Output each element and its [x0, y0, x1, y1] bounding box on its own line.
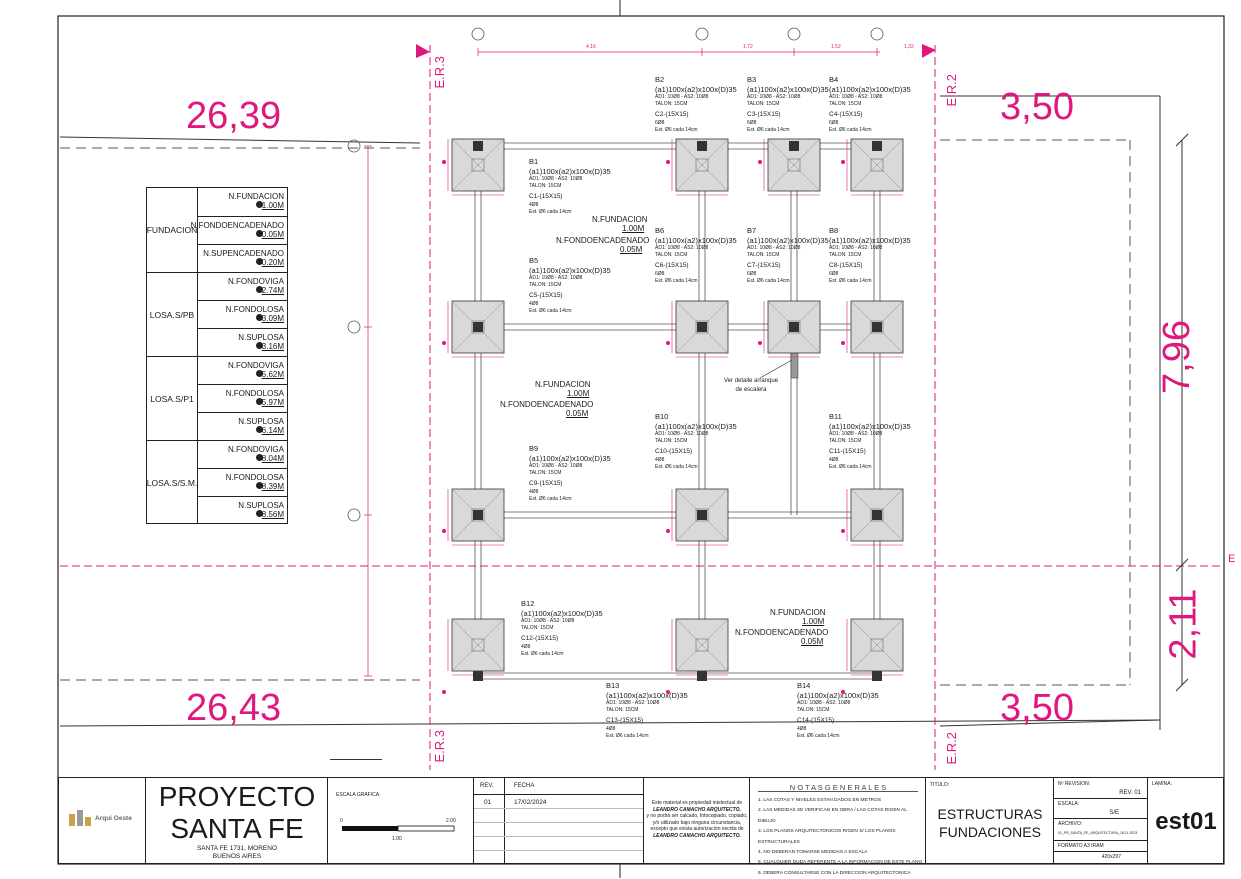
callout-value: 0.05M: [566, 409, 589, 418]
base-id: B12: [521, 599, 535, 608]
base-id: B9: [529, 444, 539, 453]
column-stirrups: Est. Ø6 cada 14cm: [829, 126, 872, 133]
base-id: B14: [797, 681, 811, 690]
info-divider: [1054, 798, 1148, 799]
base-annotation-b10: [655, 412, 737, 471]
axis-label-er3-top: E.R.3: [432, 56, 447, 89]
base-talon: TALON: 15CM: [797, 707, 830, 713]
column-bars: 4Ø8: [606, 725, 616, 732]
base-spec: (a1)100x(a2)x100x(D)35: [747, 84, 829, 94]
level-name: N.FUNDACION: [228, 192, 284, 201]
base-spec: (a1)100x(a2)x100x(D)35: [655, 235, 737, 245]
scale-label-2: 2.00: [446, 818, 456, 824]
base-annotation-b7: [747, 226, 829, 285]
rev-row-divider: [474, 822, 644, 823]
axis-label-er3-bottom: E.R.3: [432, 730, 447, 763]
levels-row: [197, 468, 288, 496]
anchor-marker: [666, 160, 670, 164]
dim-right-lower: 2,11: [1162, 588, 1205, 660]
column-label: C11-(15X15): [829, 448, 866, 455]
note-line: 1. LAS COTAS Y NIVELES ESTAN DADOS EN METROS: [758, 798, 882, 803]
levels-group-label: FUNDACION: [146, 225, 198, 235]
column-label: C13-(15X15): [606, 717, 644, 724]
levels-row: [190, 216, 288, 244]
anchor-marker: [758, 341, 762, 345]
base-armadura: AD1: 10Ø8 - AS2: 10Ø8: [829, 245, 883, 251]
base-id: B2: [655, 75, 665, 84]
column-stirrups: Est. Ø6 cada 14cm: [655, 277, 698, 284]
notes-title-underline: [758, 791, 918, 792]
callout-value: 0.05M: [801, 637, 824, 646]
base-annotation-b14: [797, 681, 879, 740]
base-armadura: AD1: 10Ø8 - AS2: 10Ø8: [797, 700, 851, 706]
level-value: 8.39M: [261, 482, 284, 491]
base-annotation-b11: [829, 412, 911, 471]
level-name: N.FONDOLOSA: [225, 305, 284, 314]
base-spec: (a1)100x(a2)x100x(D)35: [655, 84, 737, 94]
archivo-value: 01_PR_SANTA_FE_ARQUITECTURA_18.11.2023: [1058, 831, 1138, 835]
level-name: N.SUPLOSA: [238, 417, 284, 426]
rev-no-value: REV. 01: [1119, 790, 1141, 796]
column-label: C12-(15X15): [521, 635, 559, 642]
dim-bottom-right: 3,50: [1000, 687, 1074, 729]
level-value: 0.05M: [261, 230, 284, 239]
project-address-line2: BUENOS AIRES: [212, 853, 262, 860]
level-name: N.SUPENCADENADO: [203, 249, 284, 258]
logo-text: Arqui Oeste: [95, 815, 132, 822]
scale-label-1: 1.00: [392, 836, 402, 842]
rev-no-label: Nº REVISION:: [1058, 781, 1091, 787]
disclaimer-line: LEANDRO CAMACHO ARQUITECTO.: [653, 832, 741, 839]
anchor-marker: [841, 341, 845, 345]
notes-cell: [749, 778, 925, 876]
top-spacing-2: 1,72: [743, 44, 753, 50]
base-talon: TALON: 15CM: [829, 438, 862, 444]
levels-group-fundacion: [147, 188, 197, 272]
base-id: B13: [606, 681, 620, 690]
top-spacing-4: 1,32: [904, 44, 914, 50]
levels-row: [197, 384, 288, 412]
base-spec: (a1)100x(a2)x100x(D)35: [529, 265, 611, 275]
callout-name: N.FONDOENCADENADO: [735, 628, 829, 637]
base-annotation-b5: [529, 256, 611, 315]
base-armadura: AD1: 10Ø8 - AS2: 10Ø8: [606, 700, 660, 706]
column-stirrups: Est. Ø6 cada 14cm: [797, 732, 840, 739]
column-c14: [872, 671, 882, 681]
title-label: TITULO:: [930, 782, 950, 788]
base-id: B5: [529, 256, 539, 265]
base-annotation-b6: [655, 226, 737, 285]
top-spacing-3: 1,52: [831, 44, 841, 50]
callout-fondoencadenado-1: [556, 236, 649, 254]
level-value: 3.09M: [261, 314, 284, 323]
column-bars: 6Ø8: [655, 270, 665, 277]
note-line: 3. LOS PLANOS ARQUITECTONICOS RIGEN S/ LOS PLANOS ESTRUCTURALES: [758, 829, 896, 845]
level-name: N.SUPLOSA: [238, 333, 284, 342]
rev-header: REV.: [480, 783, 494, 789]
column-c1: [473, 141, 483, 151]
column-c12: [473, 671, 483, 681]
notes-title: N O T A S G E N E R A L E S: [789, 783, 887, 792]
column-bars: 6Ø8: [655, 119, 665, 126]
column-label: C9-(15X15): [529, 480, 563, 487]
base-spec: (a1)100x(a2)x100x(D)35: [529, 166, 611, 176]
disclaimer-line: y no podrá ser calcado, fotocopiado, copiado,: [646, 813, 748, 819]
anchor-marker: [666, 341, 670, 345]
grid-bubble-icon: [348, 321, 360, 333]
callout-fondoencadenado-3: [735, 628, 828, 646]
levels-row: [197, 356, 288, 384]
anchor-marker: [841, 160, 845, 164]
callout-value: 1.00M: [802, 617, 825, 626]
base-id: B7: [747, 226, 757, 235]
column-label: C1-(15X15): [529, 193, 563, 200]
base-armadura: AD1: 10Ø8 - AS2: 10Ø8: [829, 431, 883, 437]
notes-list: [758, 796, 924, 879]
column-stirrups: Est. Ø6 cada 14cm: [655, 126, 698, 133]
column-bars: 6Ø8: [747, 270, 757, 277]
project-cell: [145, 778, 327, 863]
info-cell: [1053, 778, 1147, 863]
base-armadura: AD1: 10Ø8 - AS2: 10Ø8: [521, 618, 575, 624]
levels-row: [197, 244, 288, 272]
stair-note: [724, 377, 778, 395]
level-name: N.FONDOLOSA: [225, 473, 284, 482]
levels-row: [197, 188, 288, 216]
column-label: C7-(15X15): [747, 262, 781, 269]
base-id: B11: [829, 412, 842, 421]
disclaimer-line: y/o utilizado bajo ninguna circunstancia,: [652, 819, 742, 826]
base-spec: (a1)100x(a2)x100x(D)35: [529, 453, 611, 463]
lamina-label: LAMINA:: [1152, 781, 1173, 787]
column-bars: 4Ø8: [529, 488, 539, 495]
callout-value: 0.05M: [620, 245, 643, 254]
column-stirrups: Est. Ø6 cada 14cm: [655, 463, 698, 470]
column-stirrups: Est. Ø6 cada 14cm: [606, 732, 649, 739]
column-bars: 4Ø8: [829, 456, 839, 463]
base-talon: TALON: 15CM: [747, 252, 780, 258]
dim-top-left: 26,39: [186, 95, 282, 137]
info-divider: [1054, 840, 1148, 841]
callout-name: N.FONDOENCADENADO: [500, 400, 594, 409]
grid-bubble-icon: [871, 28, 883, 40]
project-title-line2: SANTA FE: [170, 813, 304, 844]
base-spec: (a1)100x(a2)x100x(D)35: [829, 421, 911, 431]
footing-b12: [448, 619, 504, 675]
column-stirrups: Est. Ø6 cada 14cm: [529, 307, 572, 314]
base-talon: TALON: 15CM: [829, 252, 862, 258]
date-header: FECHA: [514, 783, 535, 789]
anchor-marker: [442, 341, 446, 345]
logo-cell: [59, 778, 145, 863]
note-line: 5. CUALQUIER DUDA REFERENTE A LA INFORMACION DE ESTE PLANO: [758, 860, 923, 866]
base-annotation-b12: [521, 599, 603, 658]
base-talon: TALON: 15CM: [655, 252, 688, 258]
base-armadura: AD1: 10Ø8 - AS2: 10Ø8: [529, 176, 583, 182]
base-talon: TALON: 15CM: [747, 101, 780, 107]
archivo-label: ARCHIVO:: [1058, 821, 1083, 827]
base-id: B8: [829, 226, 839, 235]
project-title-line1: PROYECTO: [158, 781, 316, 812]
column-stirrups: Est. Ø6 cada 14cm: [529, 495, 572, 502]
base-annotation-b1: [529, 157, 611, 216]
disclaimer-line: excepto que exista autorización escrita de: [650, 826, 744, 832]
disclaimer-line: LEANDRO CAMACHO ARQUITECTO,: [653, 806, 741, 813]
column-c9: [473, 510, 483, 520]
base-id: B6: [655, 226, 665, 235]
levels-row: [197, 496, 288, 524]
base-annotation-b8: [829, 226, 911, 285]
base-annotation-b9: [529, 444, 611, 503]
levels-group-label: LOSA.S/PB: [149, 309, 195, 320]
column-c13: [697, 671, 707, 681]
rev-row-divider: [474, 850, 644, 851]
footing-b14: [847, 619, 903, 675]
base-talon: TALON: 15CM: [529, 282, 562, 288]
levels-row: [197, 412, 288, 440]
info-divider: [1054, 851, 1148, 852]
base-spec: (a1)100x(a2)x100x(D)35: [606, 690, 688, 700]
base-spec: (a1)100x(a2)x100x(D)35: [829, 84, 911, 94]
base-id: B4: [829, 75, 839, 84]
title-line2: FUNDACIONES: [939, 824, 1041, 840]
level-value: 1.00M: [261, 201, 284, 210]
axis-label-er2-bottom: E.R.2: [944, 732, 959, 765]
base-talon: TALON: 15CM: [606, 707, 639, 713]
base-armadura: AD1: 10Ø8 - AS2: 10Ø8: [529, 463, 583, 469]
callout-name: N.FONDOENCADENADO: [556, 236, 650, 245]
formato-value: FORMATO A3 IRAM: [1058, 843, 1104, 849]
level-value: 0.20M: [261, 258, 284, 267]
base-annotation-b4: [829, 75, 911, 134]
column-c6: [697, 322, 707, 332]
level-value: 5.62M: [261, 370, 284, 379]
column-bars: 6Ø8: [829, 119, 839, 126]
project-address-line1: SANTA FE 1731, MORENO: [196, 845, 278, 852]
level-value: 2.74M: [261, 286, 284, 295]
base-talon: TALON: 15CM: [829, 101, 862, 107]
level-value: 6.14M: [261, 426, 284, 435]
rev-row-divider: [474, 836, 644, 837]
column-stirrups: Est. Ø6 cada 14cm: [521, 650, 564, 657]
column-label: C4-(15X15): [829, 111, 863, 118]
column-stirrups: Est. Ø6 cada 14cm: [529, 208, 572, 215]
escala-value: S/E: [1109, 810, 1119, 816]
column-c2: [697, 141, 707, 151]
logo-icon: [67, 808, 97, 828]
level-name: N.FONDOVIGA: [227, 361, 284, 370]
disclaimer-line: Este material es propiedad intelectual de: [651, 800, 743, 806]
column-bars: 4Ø8: [529, 201, 539, 208]
size-value: 420x297: [1101, 854, 1121, 860]
note-line: 6. DEBERA CONSULTARSE CON LA DIRECCION ARQUITECTONICA: [758, 870, 911, 876]
column-bars: 6Ø8: [829, 270, 839, 277]
levels-row: [197, 440, 288, 468]
level-name: N.FONDOENCADENADO: [190, 221, 284, 230]
stair-leader: [760, 360, 792, 378]
base-talon: TALON: 15CM: [655, 438, 688, 444]
level-name: N.FONDOLOSA: [225, 389, 284, 398]
levels-group-label: LOSA.S/P1: [150, 393, 194, 404]
rev-value: 01: [484, 799, 492, 806]
anchor-marker: [666, 529, 670, 533]
levels-table: [146, 187, 288, 524]
column-label: C6-(15X15): [655, 262, 689, 269]
base-annotation-b13: [606, 681, 688, 740]
base-armadura: AD1: 10Ø8 - AS2: 10Ø8: [655, 245, 709, 251]
levels-row: [197, 328, 288, 356]
callout-value: 1.00M: [567, 389, 590, 398]
base-armadura: AD1: 10Ø8 - AS2: 10Ø8: [655, 94, 709, 100]
info-divider: [1054, 818, 1148, 819]
callout-name: N.FUNDACION: [592, 215, 648, 224]
scale-underline: [330, 759, 382, 760]
levels-group-losa-pb: [147, 272, 197, 356]
anchor-marker: [442, 529, 446, 533]
revision-cell: [473, 778, 643, 863]
column-stirrups: Est. Ø6 cada 14cm: [747, 126, 790, 133]
dim-top-right: 3,50: [1000, 86, 1074, 128]
callout-fundacion-1: [592, 215, 648, 233]
date-value: 17/02/2024: [514, 799, 547, 806]
level-name: N.FONDOVIGA: [227, 445, 284, 454]
column-label: C8-(15X15): [829, 262, 863, 269]
base-id: B1: [529, 157, 539, 166]
note-line: 4. NO DEBERAN TOMARSE MEDIDAS A ESCALA: [758, 850, 868, 856]
scale-cell: [327, 778, 473, 863]
level-value: 3.16M: [261, 342, 284, 351]
callout-value: 1.00M: [622, 224, 645, 233]
column-c8: [872, 322, 882, 332]
grid-bubble-icon: [696, 28, 708, 40]
column-c5: [473, 322, 483, 332]
column-c11: [872, 510, 882, 520]
base-annotation-b3: [747, 75, 829, 134]
levels-group-label: LOSA.S/S.M.: [146, 477, 198, 488]
level-value: 8.56M: [261, 510, 284, 519]
column-label: C10-(15X15): [655, 448, 693, 455]
column-c4: [872, 141, 882, 151]
anchor-marker: [442, 690, 446, 694]
stair-note-line: Ver detalle arranque: [724, 378, 779, 384]
column-label: C3-(15X15): [747, 111, 781, 118]
levels-row: [197, 300, 288, 328]
note-line: 2. LAS MEDIDAS SE VERIFICAN EN OBRA / LAS COTAS RIGEN AL DIBUJO: [758, 808, 907, 824]
top-spacing-1: 4,16: [586, 44, 596, 50]
base-spec: (a1)100x(a2)x100x(D)35: [797, 690, 879, 700]
base-armadura: AD1: 10Ø8 - AS2: 10Ø8: [655, 431, 709, 437]
base-spec: (a1)100x(a2)x100x(D)35: [747, 235, 829, 245]
column-stirrups: Est. Ø6 cada 14cm: [829, 277, 872, 284]
title-cell: [925, 778, 1053, 863]
base-spec: (a1)100x(a2)x100x(D)35: [829, 235, 911, 245]
callout-name: N.FUNDACION: [535, 380, 591, 389]
column-c10: [697, 510, 707, 520]
disclaimer-text: [646, 800, 748, 839]
column-label: C5-(15X15): [529, 292, 563, 299]
lamina-cell: [1147, 778, 1223, 863]
levels-group-losa-p1: [147, 356, 197, 440]
grid-bubble-icon: [348, 509, 360, 521]
levels-group-losa-sm: [147, 440, 197, 524]
callout-name: N.FUNDACION: [770, 608, 826, 617]
levels-row: [197, 272, 288, 300]
stair-note-line: de escalera: [735, 387, 767, 393]
base-spec: (a1)100x(a2)x100x(D)35: [655, 421, 737, 431]
base-armadura: AD1: 10Ø8 - AS2: 10Ø8: [829, 94, 883, 100]
callout-fondoencadenado-2: [500, 400, 593, 418]
level-name: N.SUPLOSA: [238, 501, 284, 510]
base-annotation-b2: [655, 75, 737, 134]
column-c7: [789, 322, 799, 332]
column-stirrups: Est. Ø6 cada 14cm: [829, 463, 872, 470]
scale-label: ESCALA GRAFICA:: [336, 792, 381, 798]
callout-fundacion-2: [535, 380, 591, 398]
column-bars: 4Ø8: [797, 725, 807, 732]
escala-label: ESCALA:: [1058, 801, 1080, 807]
column-label: C14-(15X15): [797, 717, 835, 724]
base-armadura: AD1: 10Ø8 - AS2: 10Ø8: [747, 245, 801, 251]
base-armadura: AD1: 10Ø8 - AS2: 10Ø8: [529, 275, 583, 281]
anchor-marker: [758, 160, 762, 164]
rev-row-divider: [474, 808, 644, 809]
grid-bubble-icon: [788, 28, 800, 40]
callout-fundacion-3: [770, 608, 826, 626]
base-armadura: AD1: 10Ø8 - AS2: 10Ø8: [747, 94, 801, 100]
base-talon: TALON: 15CM: [521, 625, 554, 631]
footing-b13: [672, 619, 728, 675]
column-c3: [789, 141, 799, 151]
scale-label-0: 0: [340, 818, 343, 824]
anchor-marker: [442, 160, 446, 164]
base-spec: (a1)100x(a2)x100x(D)35: [521, 608, 603, 618]
disclaimer-cell: [643, 778, 749, 863]
title-line1: ESTRUCTURAS: [937, 806, 1043, 822]
base-id: B3: [747, 75, 757, 84]
title-block: [58, 777, 1224, 876]
column-bars: 4Ø8: [655, 456, 665, 463]
column-label: C2-(15X15): [655, 111, 689, 118]
column-stirrups: Est. Ø6 cada 14cm: [747, 277, 790, 284]
base-talon: TALON: 15CM: [655, 101, 688, 107]
level-value: 5.97M: [261, 398, 284, 407]
base-talon: TALON: 15CM: [529, 470, 562, 476]
anchor-marker: [841, 529, 845, 533]
column-bars: 4Ø8: [521, 643, 531, 650]
dim-bottom-left: 26,43: [186, 687, 282, 729]
base-id: B10: [655, 412, 669, 421]
axis-label-er2-top: E.R.2: [944, 74, 959, 107]
dim-right-upper: 7,96: [1155, 320, 1198, 394]
lamina-value: est01: [1155, 808, 1217, 835]
level-value: 8.04M: [261, 454, 284, 463]
grid-bubble-icon: [472, 28, 484, 40]
base-talon: TALON: 15CM: [529, 183, 562, 189]
rev-header-divider: [474, 794, 644, 795]
level-name: N.FONDOVIGA: [227, 277, 284, 286]
column-bars: 4Ø8: [529, 300, 539, 307]
axis-label-e: E: [1228, 553, 1236, 565]
column-bars: 6Ø8: [747, 119, 757, 126]
